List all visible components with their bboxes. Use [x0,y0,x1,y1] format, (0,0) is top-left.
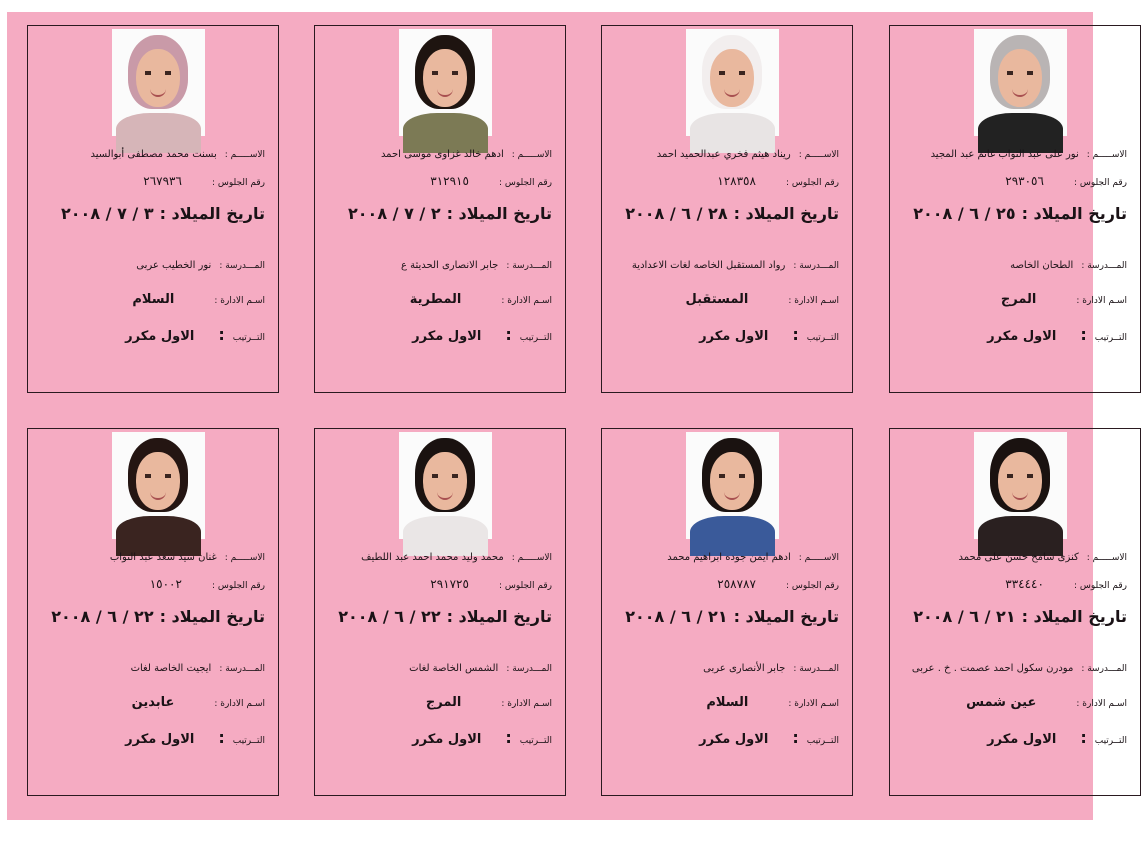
student-name-value: ريناد هيثم فخري عبدالحميد احمد [656,149,791,160]
student-name-label: الاســـــم : [224,150,265,160]
rank-value: الاول مكرر [125,329,195,344]
rank-row [125,728,265,747]
rank-value: الاول مكرر [125,732,195,747]
birth-date-row [51,607,265,626]
student-name-row [110,545,265,564]
administration-label: اسـم الادارة : [501,296,552,306]
student-name-value: محمد وليد محمد احمد عبد اللطيف [361,552,504,563]
administration-label: اسـم الادارة : [788,699,839,709]
rank-label: التــرتيب [806,333,839,343]
seat-number-label: رقم الجلوس : [1073,581,1127,591]
administration-value: السلام [132,292,175,307]
school-name-label: المـــدرسة : [1081,261,1127,271]
rank-row [987,728,1127,747]
administration-value: عين شمس [966,695,1037,710]
student-name-label: الاســـــم : [798,553,839,563]
school-name-value: نور الخطيب عربى [136,260,212,271]
student-name-row [381,142,552,161]
birth-date-value: ٢٢ / ٦ / ٢٠٠٨ [338,607,441,626]
student-name-row [90,142,265,161]
rank-row [699,325,839,344]
administration-value: السلام [706,695,749,710]
student-name-row [959,545,1128,564]
student-card [27,25,279,393]
birth-date-row [625,204,839,223]
administration-label: اسـم الادارة : [1076,296,1127,306]
student-photo [399,29,492,136]
school-name-value: ايجيت الخاصة لغات [130,663,212,674]
birth-date-label: تاريخ الميلاد : [159,607,265,626]
rank-colon: : [218,325,225,344]
student-name-value: نور على عبد التواب غانم عبد المجيد [930,149,1079,160]
student-name-value: ادهم ايمن جوده ابراهيم محمد [667,552,791,563]
birth-date-row [625,607,839,626]
school-name-label: المـــدرسة : [219,664,265,674]
face [423,49,467,107]
birth-date-row [338,607,552,626]
birth-date-value: ٢١ / ٦ / ٢٠٠٨ [913,607,1016,626]
rank-label: التــرتيب [519,736,552,746]
student-photo [974,29,1067,136]
school-name-row [409,656,552,675]
student-photo [686,29,779,136]
seat-number-value: ٢٥٨٧٨٧ [717,577,756,591]
student-photo [399,432,492,539]
card-sheet [7,12,1127,820]
student-name-row [931,142,1127,161]
administration-value: المطرية [409,292,462,307]
birth-date-label: تاريخ الميلاد : [1021,204,1127,223]
school-name-value: جابر الأنصارى عربى [703,663,786,674]
eyes [145,71,171,75]
eyes [145,474,171,478]
rank-colon: : [505,728,512,747]
birth-date-row [61,204,265,223]
birth-date-value: ٣ / ٧ / ٢٠٠٨ [61,204,154,223]
administration-label: اسـم الادارة : [214,296,265,306]
seat-number-row [717,573,839,592]
seat-number-label: رقم الجلوس : [785,581,839,591]
seat-number-value: ٢٩١٧٢٥ [430,577,469,591]
seat-number-row [1005,170,1127,189]
seat-number-value: ٣١٢٩١٥ [430,174,469,188]
student-photo [974,432,1067,539]
rank-row [412,728,552,747]
rank-colon: : [505,325,512,344]
student-photo [112,432,205,539]
seat-number-row [430,573,552,592]
rank-colon: : [792,728,799,747]
student-card [601,25,853,393]
seat-number-label: رقم الجلوس : [211,581,265,591]
rank-value: الاول مكرر [699,732,769,747]
student-card [889,428,1141,796]
seat-number-row [1005,573,1127,592]
seat-number-label: رقم الجلوس : [498,581,552,591]
school-name-value: جابر الانصارى الحديثة ع [400,260,499,271]
birth-date-label: تاريخ الميلاد : [159,204,265,223]
birth-date-value: ٢٥ / ٦ / ٢٠٠٨ [913,204,1016,223]
rank-label: التــرتيب [1094,736,1127,746]
school-name-value: الطحان الخاصه [1010,260,1074,271]
school-name-label: المـــدرسة : [793,664,839,674]
administration-value: المرج [1000,292,1037,307]
eyes [432,474,458,478]
school-name-label: المـــدرسة : [793,261,839,271]
administration-row [426,691,552,710]
seat-number-row [143,170,265,189]
administration-row [686,288,839,307]
school-name-row [632,253,839,272]
birth-date-label: تاريخ الميلاد : [446,204,552,223]
rank-label: التــرتيب [232,333,265,343]
administration-value: عابدين [131,695,175,710]
rank-label: التــرتيب [232,736,265,746]
administration-label: اسـم الادارة : [501,699,552,709]
seat-number-value: ١٢٨٣٥٨ [717,174,756,188]
school-name-row [912,656,1127,675]
administration-row [966,691,1127,710]
face [710,49,754,107]
seat-number-value: ٣٣٤٤٤٠ [1005,577,1044,591]
school-name-label: المـــدرسة : [506,261,552,271]
rank-value: الاول مكرر [412,329,482,344]
administration-label: اسـم الادارة : [214,699,265,709]
seat-number-value: ١٥٠٠٢ [149,577,182,591]
rank-value: الاول مكرر [987,732,1057,747]
administration-value: المرج [425,695,462,710]
face [710,452,754,510]
rank-colon: : [218,728,225,747]
seat-number-label: رقم الجلوس : [211,178,265,188]
seat-number-row [150,573,265,592]
student-photo [112,29,205,136]
student-name-row [361,545,552,564]
birth-date-label: تاريخ الميلاد : [733,204,839,223]
seat-number-row [717,170,839,189]
rank-value: الاول مكرر [987,329,1057,344]
administration-row [1001,288,1127,307]
rank-value: الاول مكرر [412,732,482,747]
rank-row [412,325,552,344]
eyes [432,71,458,75]
student-card [314,25,566,393]
student-name-row [657,142,839,161]
face [998,49,1042,107]
rank-value: الاول مكرر [699,329,769,344]
student-card [889,25,1141,393]
seat-number-label: رقم الجلوس : [498,178,552,188]
school-name-label: المـــدرسة : [506,664,552,674]
eyes [1007,71,1033,75]
rank-colon: : [792,325,799,344]
administration-row [132,288,265,307]
school-name-value: الشمس الخاصة لغات [409,663,499,674]
birth-date-value: ٢١ / ٦ / ٢٠٠٨ [625,607,728,626]
school-name-row [1010,253,1127,272]
student-name-value: كنزى سامح حسن على محمد [958,552,1079,563]
school-name-row [131,656,265,675]
seat-number-value: ٢٩٣٠٥٦ [1005,174,1044,188]
face [998,452,1042,510]
birth-date-value: ٢٨ / ٦ / ٢٠٠٨ [625,204,728,223]
eyes [1007,474,1033,478]
school-name-value: رواد المستقبل الخاصه لغات الاعدادية [631,260,786,271]
school-name-row [401,253,552,272]
administration-value: المستقبل [685,292,749,307]
student-card [601,428,853,796]
student-card [314,428,566,796]
school-name-row [703,656,839,675]
school-name-value: مودرن سكول احمد عصمت . خ . عربى [911,663,1074,674]
seat-number-value: ٢٦٧٩٣٦ [143,174,182,188]
student-name-label: الاســـــم : [511,553,552,563]
birth-date-value: ٢٢ / ٦ / ٢٠٠٨ [51,607,154,626]
rank-row [699,728,839,747]
rank-label: التــرتيب [519,333,552,343]
school-name-row [136,253,265,272]
school-name-label: المـــدرسة : [1081,664,1127,674]
student-card [27,428,279,796]
student-photo [686,432,779,539]
student-name-value: غنان سيد سعد عبد التواب [109,552,217,563]
birth-date-row [913,204,1127,223]
rank-label: التــرتيب [1094,333,1127,343]
birth-date-label: تاريخ الميلاد : [733,607,839,626]
seat-number-label: رقم الجلوس : [1073,178,1127,188]
birth-date-label: تاريخ الميلاد : [446,607,552,626]
rank-colon: : [1080,728,1087,747]
eyes [719,71,745,75]
face [136,49,180,107]
student-name-value: ادهم خالد غزاوى موسى احمد [380,149,504,160]
school-name-label: المـــدرسة : [219,261,265,271]
student-name-label: الاســـــم : [798,150,839,160]
birth-date-row [913,607,1127,626]
student-name-label: الاســـــم : [1086,553,1127,563]
student-name-value: بسنت محمد مصطفى أبوالسيد [90,149,217,160]
administration-label: اسـم الادارة : [788,296,839,306]
rank-row [987,325,1127,344]
rank-row [125,325,265,344]
student-name-label: الاســـــم : [224,553,265,563]
birth-date-label: تاريخ الميلاد : [1021,607,1127,626]
student-name-label: الاســـــم : [1086,150,1127,160]
administration-row [706,691,839,710]
rank-label: التــرتيب [806,736,839,746]
seat-number-row [430,170,552,189]
birth-date-value: ٢ / ٧ / ٢٠٠٨ [348,204,441,223]
face [136,452,180,510]
face [423,452,467,510]
rank-colon: : [1080,325,1087,344]
birth-date-row [348,204,552,223]
administration-row [132,691,265,710]
eyes [719,474,745,478]
student-name-row [667,545,839,564]
student-name-label: الاســـــم : [511,150,552,160]
administration-label: اسـم الادارة : [1076,699,1127,709]
administration-row [410,288,552,307]
seat-number-label: رقم الجلوس : [785,178,839,188]
